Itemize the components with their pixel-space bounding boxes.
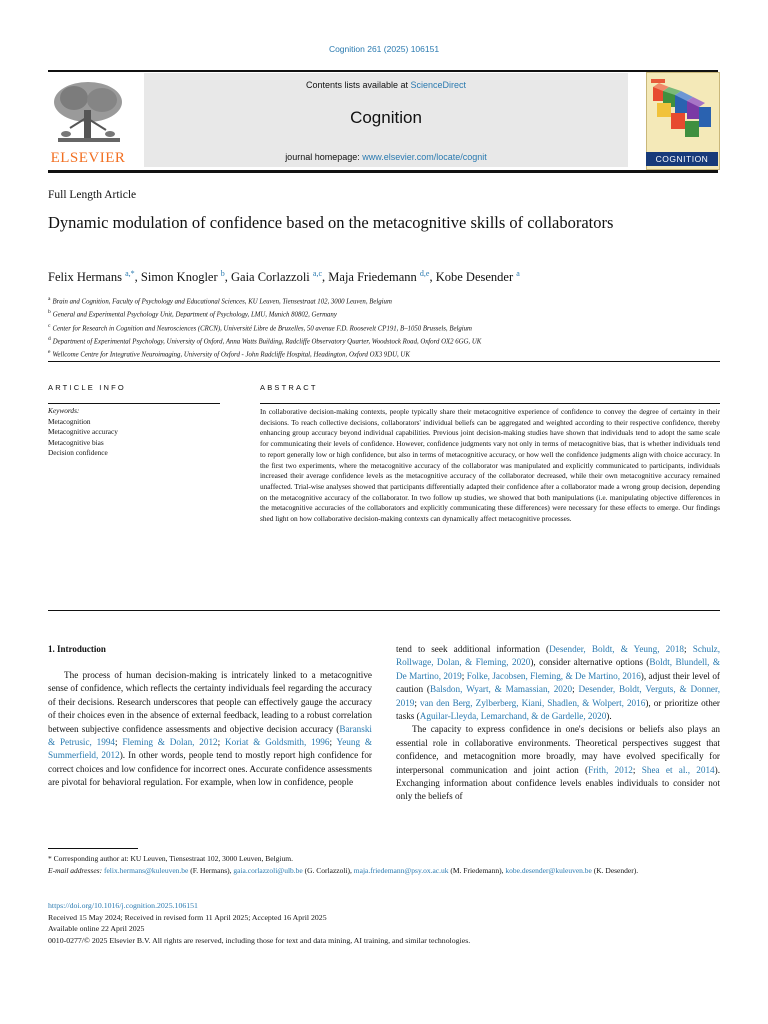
cover-journal-label: COGNITION [646,152,718,166]
header-top-rule [48,70,718,72]
email-link[interactable]: kobe.desender@kuleuven.be [505,866,592,875]
author-list: Felix Hermans $^{a,*}$, Simon Knogler $^b$, Gaia Corlazzoli $^{a,c}$, Maja Friedemann $^{d,e}$, Kobe Desender $^a$ [48,269,520,285]
email-addresses [48,865,720,877]
received-dates: Received 15 May 2024; Received in revised form 11 April 2025; Accepted 16 April 2025 [48,912,327,922]
author-affiliation-marker[interactable]: d,e [419,269,430,278]
footnotes [48,853,720,877]
affiliation-text: Center for Research in Cognition and Neurosciences (CRCN), Université Libre de Bruxelles, 50 avenue F.D. Roosevelt CP191, B–1050 Brussels, Belgium [52,324,472,332]
paragraph-text: The process of human decision-making is intricately linked to a metacognitive sense of confidence, which reflects the certainty individuals feel regarding the accuracy of their decisions. Research underscores that people can effectively gauge the accuracy of their choices even in the absence of external feedback, leading to a robust correlation between subjective confidence assessments and objective decision accuracy ( [48,670,372,734]
citation-link[interactable]: Desender, Boldt, Verguts, & Donner, 2019 [396,684,720,708]
citation-link[interactable]: Aguilar-Lleyda, Lemarchand, & de Gardelle, 2020 [419,711,607,722]
paragraph-text: tend to seek additional information ( [396,644,550,654]
email-link[interactable]: gaia.corlazzoli@ulb.be [233,866,303,875]
email-owner: (K. Desender). [591,866,639,875]
body-column-right [396,643,720,804]
paragraph-text: ). [606,711,612,722]
affiliation-marker: e [48,349,51,356]
affiliation-list [48,294,728,360]
homepage-prefix: journal homepage: [285,152,363,162]
author-affiliation-marker[interactable]: b [220,269,225,278]
citation-link[interactable]: Frith, 2012 [588,764,633,775]
affiliation-marker: d [48,335,51,342]
contents-availability [144,80,628,90]
keyword-item: Metacognitive bias [48,437,104,447]
email-link[interactable]: maja.friedemann@psy.ox.ac.uk [353,866,449,875]
author-name[interactable]: Felix Hermans [48,270,122,285]
author-name[interactable]: Gaia Corlazzoli [231,270,310,285]
doi-link[interactable]: https://doi.org/10.1016/j.cognition.2025.106151 [48,901,198,910]
citation-link[interactable]: Fleming & Dolan, 2012 [122,737,218,748]
online-date: Available online 22 April 2025 [48,924,145,933]
paragraph: The process of human decision-making is intricately linked to a metacognitive sense of confidence, which reflects the certainty individuals feel regarding the accuracy of their decisions. Research underscores that people can effectively gauge the accuracy of their choices even in the absence of external feedback, leading to a robust correlation between subjective confidence assessments and objective decision accuracy (Baranski & Petrusic, 1994; Fleming & Dolan, 2012; Koriat & Goldsmith, 1996; Yeung & Summerfield, 2012). In other words, people tend to mostly report high confidence for correct choices and low confidence for incorrect ones. Accurate confidence assessments are pivotal for behavioral regulation. For example, when low in confidence, people [48,670,373,788]
author-name[interactable]: Kobe Desender [435,270,514,285]
journal-homepage [144,152,628,162]
affiliation-item [48,294,728,307]
homepage-link[interactable]: www.elsevier.com/locate/cognit [362,152,487,162]
paragraph-text: ). In other words, people tend to mostly report high confidence for correct choices and low confidence for incorrect ones. Accurate confidence assessments are pivotal for behavioral regulation. For example, when low in confidence, people [48,750,372,788]
body-column-left [48,669,372,790]
copyright-notice: 0010-0277/© 2025 Elsevier B.V. All rights are reserved, including those for text and data mining, AI training, and similar technologies. [48,935,471,945]
citation-link[interactable]: Schulz, Rollwage, Dolan, & Fleming, 2020 [396,644,721,668]
author-affiliation-marker[interactable]: a [516,269,520,278]
paragraph-text: ), consider alternative options ( [530,657,650,668]
affiliation-text: Department of Experimental Psychology, University of Oxford, Anna Watts Building, Radcliffe Observatory Quarter, Woodstock Road, Oxford OX2 6GG, UK [52,338,482,346]
abstract-rule [260,403,720,404]
article-title: Dynamic modulation of confidence based on the metacognitive skills of collaborators [48,213,614,232]
article-type: Full Length Article [48,189,137,201]
citation-link[interactable]: Balsdon, Wyart, & Mamassian, 2020 [429,684,573,695]
journal-name: Cognition [350,108,422,127]
email-label: E-mail addresses: [48,866,103,875]
affiliation-item [48,347,728,360]
footnote-rule [48,848,138,849]
corresponding-author-note: * Corresponding author at: KU Leuven, Tiensestraat 102, 3000 Leuven, Belgium. [48,854,293,863]
paragraph-text: ), or prioritize other tasks ( [396,697,720,722]
article-info-heading: ARTICLE INFO [48,383,126,392]
keywords-block [48,406,228,459]
affiliation-item [48,321,728,334]
paragraph: The capacity to express confidence in one's decisions or beliefs also plays an essential role in collaborative environments. Theoretical perspectives suggest that confidence, and metacognition more broadly, may have evolved specifically for interpersonal communication and joint action (Frith, 2012; Shea et al., 2014). Exchanging information about confidence levels enables individuals to consider not only the beliefs of [396,724,720,802]
email-owner: (G. Corlazzoli), [302,866,354,875]
keyword-item: Decision confidence [48,448,108,457]
article-info-rule [48,403,220,404]
paragraph-text: ), adjust their level of caution ( [396,670,720,695]
affiliation-item [48,334,728,347]
paragraph: tend to seek additional information (Desender, Boldt, & Yeung, 2018; Schulz, Rollwage, Dolan, & Fleming, 2020), consider alternative options (Boldt, Blundell, & De Martino, 2019; Folke, Jacobsen, Fleming, & De Martino, 2016), adjust their level of caution (Balsdon, Wyart, & Mamassian, 2020; Desender, Boldt, Verguts, & Donner, 2019; van den Berg, Zylberberg, Kiani, Shadlen, & Wolpert, 2016), or prioritize other tasks (Aguilar-Lleyda, Lemarchand, & de Gardelle, 2020). [396,644,721,722]
journal-citation-link[interactable]: Cognition 261 (2025) 106151 [328,44,440,54]
email-owner: (M. Friedemann), [448,866,506,875]
affiliation-marker: c [48,322,51,329]
keyword-item: Metacognition [48,416,91,426]
email-owner: (F. Hermans), [188,866,234,875]
author-affiliation-marker[interactable]: a,* [125,269,135,278]
paragraph-text: The capacity to express confidence in one's decisions or beliefs also plays an essential role in collaborative environments. Theoretical perspectives suggest that confidence, and metacognition more broadly, may have evolved specifically for interpersonal communication and joint action ( [396,724,720,775]
keywords-label: Keywords: [48,406,80,415]
publication-info [48,900,720,946]
affiliation-item [48,307,728,320]
affiliation-marker: b [48,309,51,316]
section-heading-introduction: 1. Introduction [48,644,106,654]
affiliation-text: General and Experimental Psychology Unit, Department of Psychology, LMU, Munich 80802, Germany [52,311,337,319]
affiliation-text: Wellcome Centre for Integrative Neuroimaging, University of Oxford - John Radcliffe Hospital, Headington, Oxford OX3 9DU, UK [52,351,410,359]
paragraph-text: ). Exchanging information about confidence levels enables individuals to consider not only the beliefs of [396,764,720,802]
author-affiliation-marker[interactable]: a,c [312,269,323,278]
citation-link[interactable]: van den Berg, Zylberberg, Kiani, Shadlen, & Wolpert, 2016 [419,697,646,708]
citation-link[interactable]: Folke, Jacobsen, Fleming, & De Martino, 2016 [466,670,641,681]
citation-link[interactable]: Koriat & Goldsmith, 1996 [225,737,330,748]
affiliation-marker: a [48,296,51,302]
sciencedirect-link[interactable]: ScienceDirect [410,80,467,90]
section-divider [48,361,720,362]
author-name[interactable]: Maja Friedemann [328,270,417,285]
email-link[interactable]: felix.hermans@kuleuven.be [103,866,189,875]
abstract-bottom-rule [48,610,720,611]
header-bottom-rule [48,170,718,173]
citation-link[interactable]: Shea et al., 2014 [641,764,715,775]
citation-link[interactable]: Baranski & Petrusic, 1994 [48,723,372,748]
abstract-text: In collaborative decision-making contexts, people typically share their metacognitive experience of confidence to convey the degree of certainty in their decisions. To reach collective decisions, collaborators' individual beliefs can be aggregated and weighted according to their respective confidence, thereby enhancing group accuracy beyond individual capabilities. Previous joint decision-making studies have shown that individuals tend to adopt the same scale for communicating their levels of confidence. However, confidence judgments vary not only in terms of metacognitive bias, that is whether individuals tend to report generally low or high confidence, but also in terms of metacognitive accuracy, or how well the confidence judgments align with choice accuracy. In the first two experiments, where the metacognitive accuracy of the collaborator was manipulated and explicitly communicated to participants, individuals increased their average confidence levels as the metacognitive accuracy of the collaborator decreased, while their own metacognitive accuracy remained unaffected. Trial-wise analyses showed that participants differentially adapted their confidence after a collaborator made a wrong group decision, depending on the metacognitive accuracy of the collaborator. In two follow up studies, we showed that both manipulations (i.e. manipulating objective differences in the metacognitive accuracies of the collaborators and explicitly communicating these differences) were necessary for these effects to emerge. Our findings shed light on how collaborative decision-making contexts can dynamically affect metacognitive processes. [260,407,720,524]
abstract-heading: ABSTRACT [260,383,318,392]
citation-link[interactable]: Desender, Boldt, & Yeung, 2018 [549,644,685,654]
contents-prefix: Contents lists available at [305,80,411,90]
keyword-item: Metacognitive accuracy [48,427,118,436]
affiliation-text: Brain and Cognition, Faculty of Psychology and Educational Sciences, KU Leuven, Tiensestraat 102, 3000 Leuven, Belgium [52,298,392,306]
citation-link[interactable]: Boldt, Blundell, & De Martino, 2019 [396,657,721,681]
author-name[interactable]: Simon Knogler [140,270,218,285]
citation-link[interactable]: Yeung & Summerfield, 2012 [48,737,373,761]
elsevier-wordmark: ELSEVIER [50,150,126,166]
